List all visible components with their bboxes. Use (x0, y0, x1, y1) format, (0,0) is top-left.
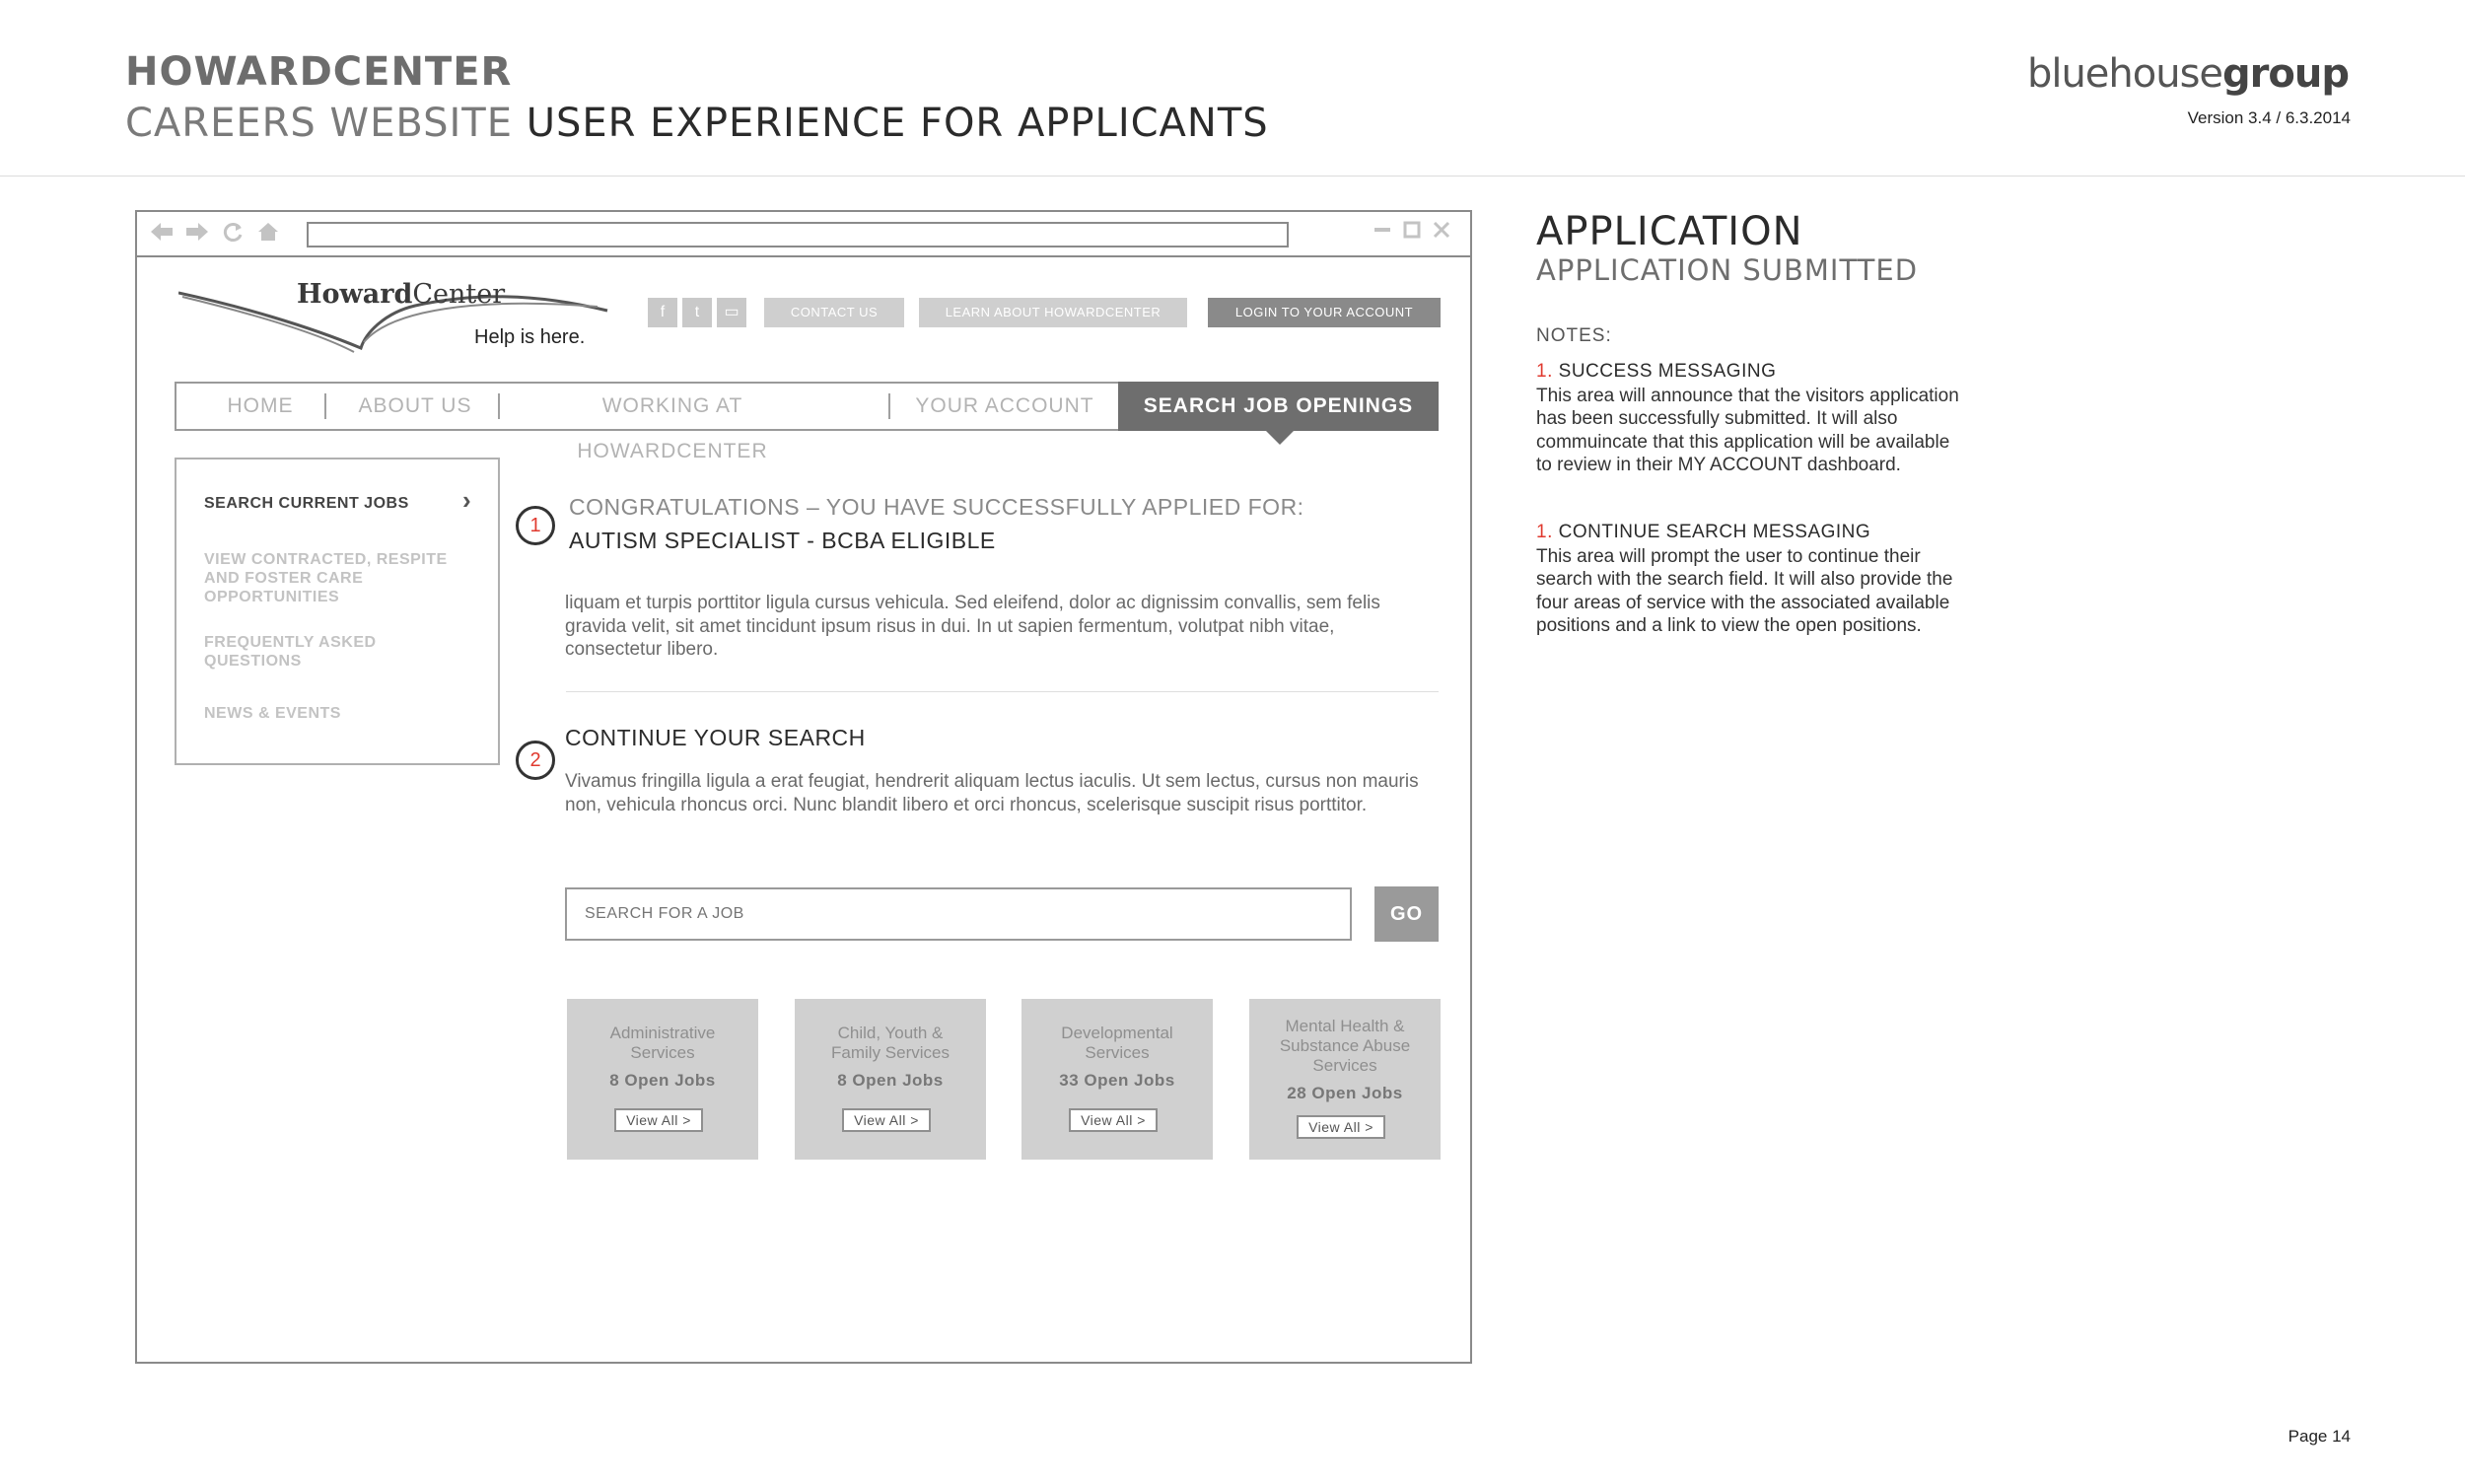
continue-search-body-text: Vivamus fringilla ligula a erat feugiat, hendrerit aliquam lectus iaculis. Ut sem lectus, cursus non mauris non, vehicula rhoncus orci. Nunc blandit libero et orci rhoncus, scelerisque suscipit risus porttitor. (565, 771, 1419, 815)
refresh-icon[interactable] (222, 220, 244, 247)
side-item-news-events[interactable]: NEWS & EVENTS (204, 705, 341, 722)
learn-about-button[interactable]: LEARN ABOUT HOWARDCENTER (919, 298, 1187, 327)
contact-us-button[interactable]: CONTACT US (764, 298, 904, 327)
chevron-right-icon: › (462, 485, 471, 515)
note-title: CONTINUE SEARCH MESSAGING (1558, 522, 1871, 542)
note-title: SUCCESS MESSAGING (1558, 361, 1777, 382)
success-heading: CONGRATULATIONS – YOU HAVE SUCCESSFULLY APPLIED FOR: (569, 494, 1304, 520)
brand-logo (2027, 51, 2349, 97)
annotation-marker-2: 2 (516, 741, 555, 780)
brand-light: bluehouse (2026, 51, 2223, 97)
card-name: Mental Health & Substance Abuse Services (1279, 1017, 1411, 1075)
maximize-icon[interactable] (1403, 218, 1421, 246)
note-number: 1. (1536, 522, 1553, 542)
job-search-input[interactable] (565, 887, 1352, 941)
service-card-mental-health (1249, 999, 1441, 1160)
service-card-administrative (567, 999, 758, 1160)
nav-separator (324, 393, 326, 419)
service-cards (567, 999, 1441, 1160)
note-heading-2 (1536, 522, 1870, 543)
section-subtitle: APPLICATION SUBMITTED (1536, 253, 1919, 287)
logo-text (297, 279, 505, 310)
side-item-contracted-opportunities[interactable]: VIEW CONTRACTED, RESPITE AND FOSTER CARE OPPORTUNITIES (204, 551, 448, 605)
brand-bold: group (2222, 51, 2349, 97)
nav-separator (888, 393, 890, 419)
logo-tagline: Help is here. (474, 326, 586, 348)
view-all-button[interactable]: View All > (842, 1108, 931, 1132)
subtitle-bold: USER EXPERIENCE FOR APPLICANTS (526, 101, 1269, 146)
service-card-developmental (1021, 999, 1213, 1160)
header-divider (0, 176, 2465, 177)
applied-job-title: AUTISM SPECIALIST - BCBA ELIGIBLE (569, 528, 996, 553)
view-all-button[interactable]: View All > (1297, 1115, 1385, 1139)
twitter-icon[interactable]: t (682, 298, 712, 327)
card-name: Developmental Services (1061, 1024, 1173, 1062)
document-title: HOWARDCENTER (125, 49, 513, 95)
active-nav-caret-icon (1266, 431, 1294, 445)
card-open-jobs: 8 Open Jobs (609, 1071, 716, 1090)
card-open-jobs: 33 Open Jobs (1059, 1071, 1175, 1090)
home-icon[interactable] (257, 220, 279, 247)
note-number: 1. (1536, 361, 1553, 382)
continue-search-heading: CONTINUE YOUR SEARCH (565, 725, 866, 750)
version-label: Version 3.4 / 6.3.2014 (2187, 108, 2351, 127)
note-body-1: This area will announce that the visitors application has been successfully submitted. It will also commuincate that this application will be available to review in their MY ACCOUNT dashboard. (1536, 386, 1959, 475)
side-menu (175, 458, 500, 765)
success-body-text: liquam et turpis porttitor ligula cursus vehicula. Sed eleifend, dolor ac dignissim convallis, sem felis gravida velit, sit amet tincidunt ipsum risus in dui. In ut sapien fermentum, volutpat nibh vitae, consectetur libero. (565, 593, 1380, 660)
section-divider (566, 691, 1439, 692)
service-card-child-youth-family (795, 999, 986, 1160)
browser-chrome (137, 212, 1470, 257)
view-all-button[interactable]: View All > (1069, 1108, 1158, 1132)
nav-home[interactable]: HOME (227, 394, 294, 417)
page-number: Page 14 (2288, 1427, 2351, 1446)
card-open-jobs: 8 Open Jobs (837, 1071, 944, 1090)
nav-separator (498, 393, 500, 419)
side-item-faq[interactable]: FREQUENTLY ASKED QUESTIONS (204, 634, 377, 670)
card-name: Administrative Services (609, 1024, 716, 1062)
nav-your-account[interactable]: YOUR ACCOUNT (915, 394, 1094, 417)
note-body-2: This area will prompt the user to continue their search with the search field. It will also provide the four areas of service with the associated available positions and a link to view the open positions. (1536, 546, 1953, 636)
section-title: APPLICATION (1536, 209, 1803, 254)
search-go-button[interactable]: GO (1374, 886, 1439, 942)
nav-search-job-openings[interactable]: SEARCH JOB OPENINGS (1118, 382, 1439, 431)
nav-working-at-howardcenter[interactable]: WORKING AT HOWARDCENTER (577, 394, 768, 462)
logo-light: Center (412, 279, 506, 310)
card-name: Child, Youth & Family Services (831, 1024, 950, 1062)
wireframe-window (135, 210, 1472, 1364)
nav-about-us[interactable]: ABOUT US (358, 394, 472, 417)
subtitle-light: CAREERS WEBSITE (125, 101, 513, 146)
close-icon[interactable] (1433, 218, 1450, 246)
main-navigation (175, 382, 1439, 462)
youtube-icon[interactable]: ▭ (717, 298, 746, 327)
back-arrow-icon[interactable] (149, 220, 175, 247)
logo-bold: Howard (297, 279, 413, 310)
note-heading-1 (1536, 361, 1776, 383)
minimize-icon[interactable] (1373, 218, 1391, 246)
howardcenter-logo[interactable] (178, 271, 612, 380)
forward-arrow-icon[interactable] (184, 220, 210, 247)
url-bar[interactable] (307, 222, 1289, 247)
view-all-button[interactable]: View All > (614, 1108, 703, 1132)
login-button[interactable]: LOGIN TO YOUR ACCOUNT (1208, 298, 1441, 327)
annotation-marker-1: 1 (516, 506, 555, 545)
notes-label: NOTES: (1536, 325, 1612, 346)
side-item-search-current-jobs[interactable]: SEARCH CURRENT JOBS (204, 495, 409, 512)
card-open-jobs: 28 Open Jobs (1287, 1084, 1403, 1102)
facebook-icon[interactable]: f (648, 298, 677, 327)
document-subtitle (125, 101, 1269, 146)
